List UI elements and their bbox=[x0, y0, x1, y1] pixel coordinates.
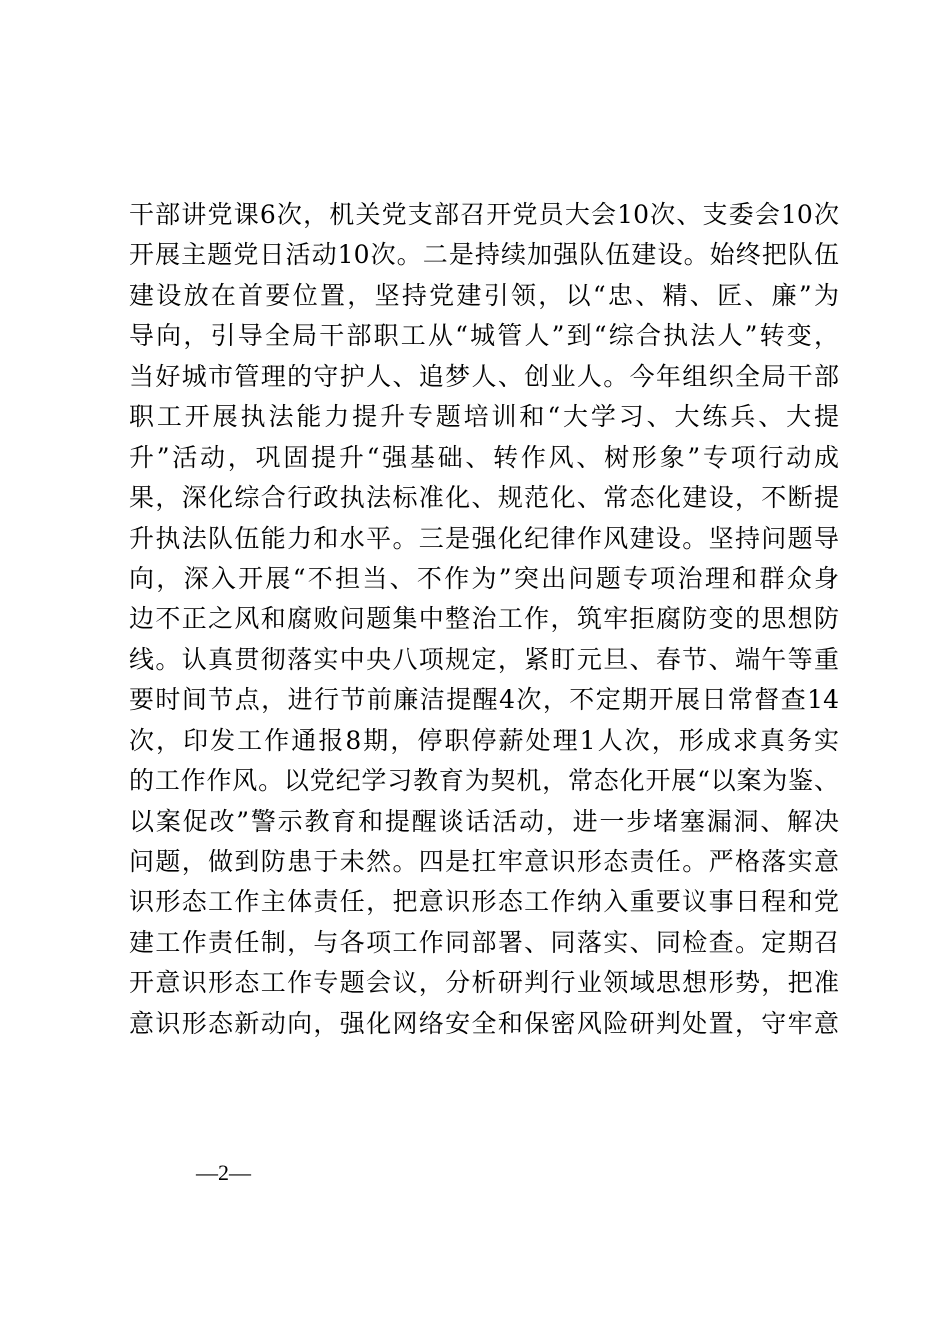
text-line: 升”活动，巩固提升“强基础、转作风、树形象”专项行动成 bbox=[129, 442, 839, 472]
text-line: 线。认真贯彻落实中央八项规定，紧盯元旦、春节、端午等重 bbox=[129, 644, 839, 674]
text-line: 问题，做到防患于未然。四是扛牢意识形态责任。严格落实意 bbox=[129, 847, 839, 876]
text-line: 导向，引导全局干部职工从“城管人”到“综合执法人”转变， bbox=[129, 321, 839, 351]
text-line: 开展主题党日活动10次。二是持续加强队伍建设。始终把队伍 bbox=[129, 240, 839, 270]
text-line: 建设放在首要位置，坚持党建引领，以“忠、精、匠、廉”为 bbox=[129, 280, 839, 310]
text-line: 边不正之风和腐败问题集中整治工作，筑牢拒腐防变的思想防 bbox=[129, 604, 839, 634]
body-text bbox=[129, 195, 839, 1044]
text-line: 要时间节点，进行节前廉洁提醒4次，不定期开展日常督查14 bbox=[129, 685, 839, 715]
text-line: 开意识形态工作专题会议，分析研判行业领域思想形势，把准 bbox=[129, 968, 839, 998]
text-line: 向，深入开展“不担当、不作为”突出问题专项治理和群众身 bbox=[129, 563, 839, 593]
text-line: 职工开展执法能力提升专题培训和“大学习、大练兵、大提 bbox=[129, 402, 839, 432]
page-number: —2— bbox=[196, 1160, 251, 1185]
text-line: 果，深化综合行政执法标准化、规范化、常态化建设，不断提 bbox=[129, 483, 839, 513]
text-line: 升执法队伍能力和水平。三是强化纪律作风建设。坚持问题导 bbox=[129, 523, 839, 553]
text-line: 当好城市管理的守护人、追梦人、创业人。今年组织全局干部 bbox=[129, 361, 839, 391]
text-line: 干部讲党课6次，机关党支部召开党员大会10次、支委会10次 bbox=[129, 200, 839, 229]
text-line: 次，印发工作通报8期，停职停薪处理1人次，形成求真务实 bbox=[129, 725, 839, 755]
text-line: 以案促改”警示教育和提醒谈话活动，进一步堵塞漏洞、解决 bbox=[129, 806, 839, 836]
text-line: 识形态工作主体责任，把意识形态工作纳入重要议事日程和党 bbox=[129, 887, 839, 917]
text-line: 的工作作风。以党纪学习教育为契机，常态化开展“以案为鉴、 bbox=[129, 766, 839, 796]
text-line: 建工作责任制，与各项工作同部署、同落实、同检查。定期召 bbox=[129, 927, 839, 957]
text-line: 意识形态新动向，强化网络安全和保密风险研判处置，守牢意 bbox=[129, 1008, 839, 1038]
